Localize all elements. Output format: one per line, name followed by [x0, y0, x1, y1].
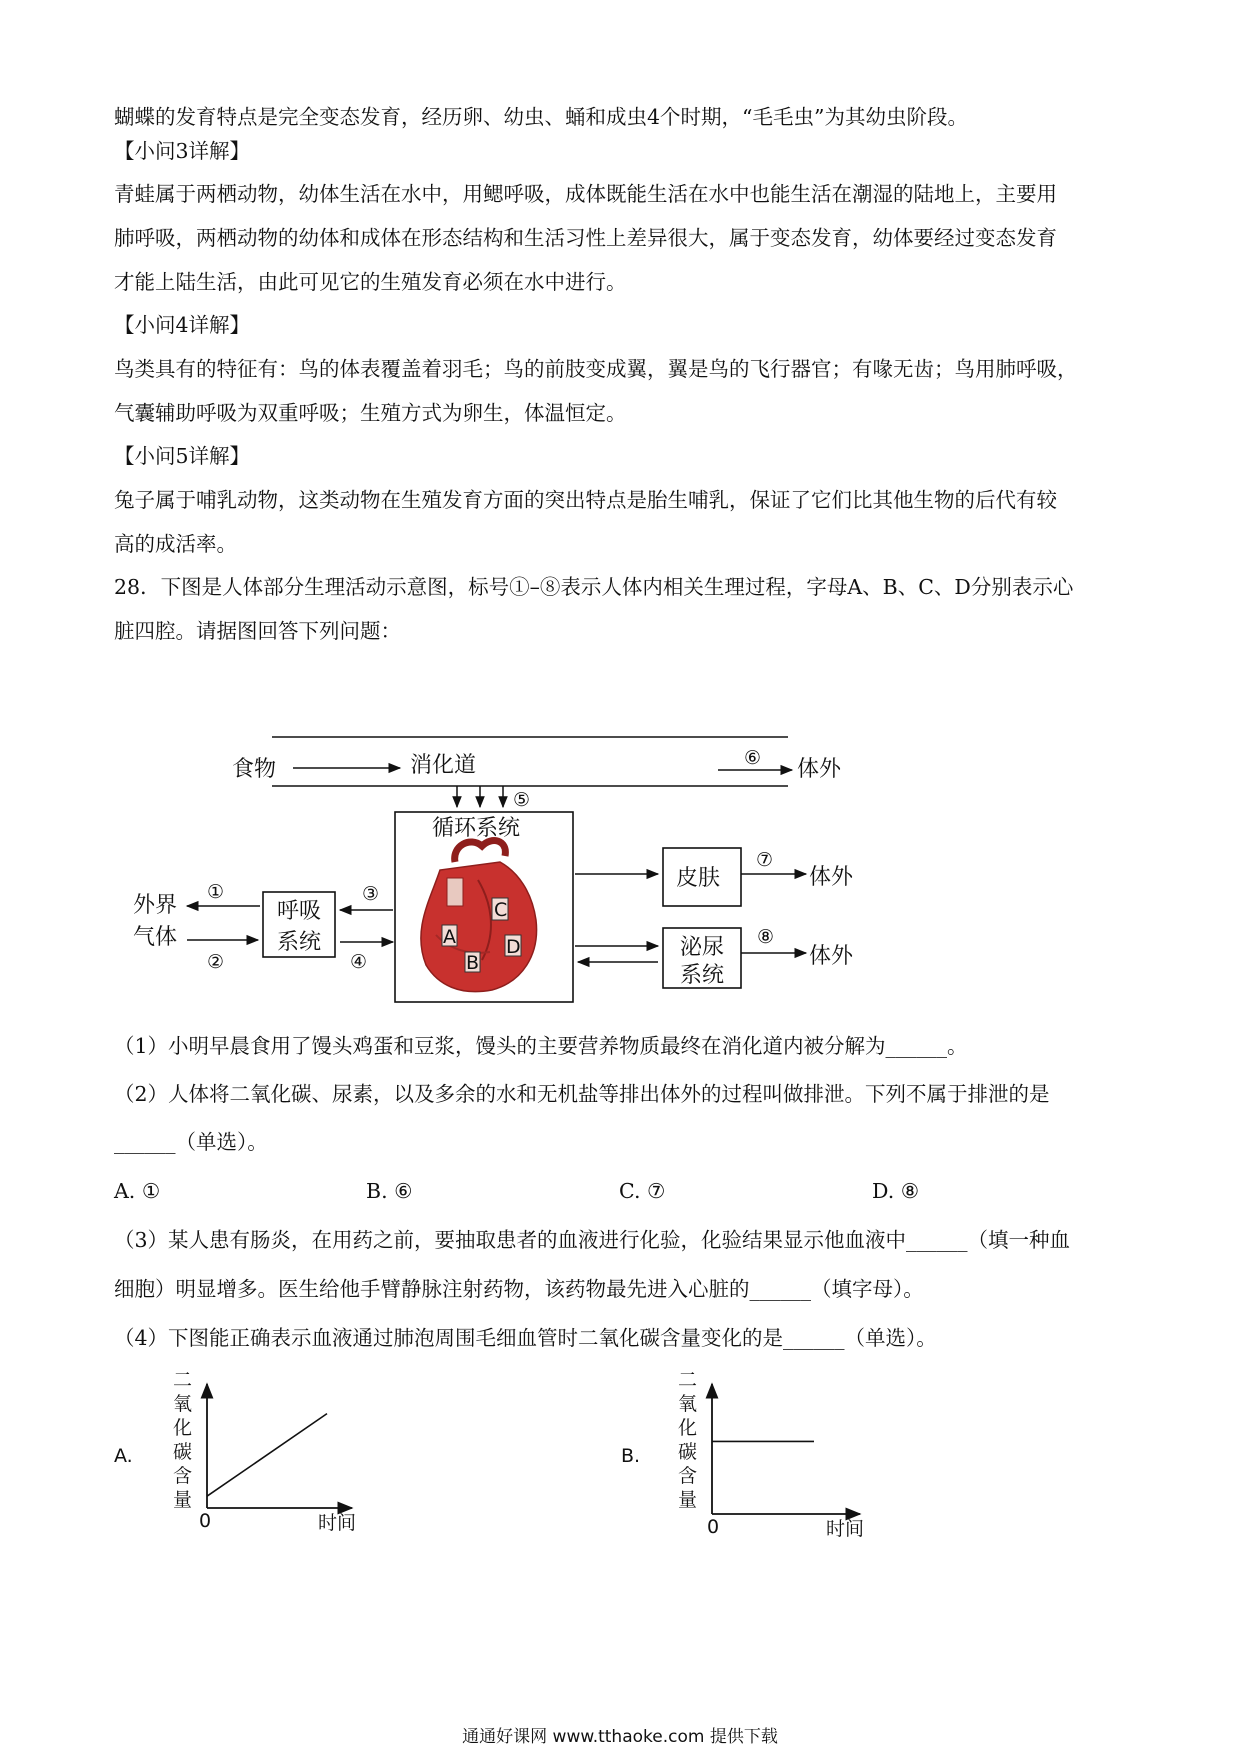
label-digestive-tract: 消化道	[410, 753, 477, 778]
graph-a-ylabel-4: 碳	[173, 1441, 193, 1463]
q3-line-1: 青蛙属于两栖动物，幼体生活在水中，用鳃呼吸，成体既能生活在水中也能生活在潮湿的陆地上，主要用	[114, 182, 1057, 206]
heart-illustration	[421, 841, 537, 992]
heart-label-c: C	[494, 899, 508, 921]
graph-a-xlabel: 时间	[318, 1512, 357, 1534]
sub-question-2-line-2: ______（单选）。	[114, 1130, 268, 1154]
page-footer: 通通好课网 www.tthaoke.com 提供下载	[462, 1727, 778, 1747]
marker-1: ①	[207, 881, 225, 903]
option-c: C. ⑦	[619, 1179, 666, 1203]
graph-a-ylabel-3: 化	[173, 1417, 193, 1439]
graph-a-ylabel-1: 二	[173, 1370, 193, 1391]
label-food: 食物	[232, 757, 277, 782]
graph-a-ylabel	[173, 1370, 192, 1511]
label-urinary-1: 泌尿	[680, 935, 725, 960]
marker-2: ②	[207, 951, 225, 973]
q3-heading: 【小问3详解】	[114, 139, 251, 163]
sub-question-4: （4）下图能正确表示血液通过肺泡周围毛细血管时二氧化碳含量变化的是______（单选）。	[114, 1326, 937, 1350]
q3-line-2: 肺呼吸，两栖动物的幼体和成体在形态结构和生活习性上差异很大，属于变态发育，幼体要经过变态发育	[114, 226, 1057, 250]
paragraph-butterfly: 蝴蝶的发育特点是完全变态发育，经历卵、幼虫、蛹和成虫4个时期，“毛毛虫”为其幼虫阶段。	[114, 105, 969, 129]
graph-b-ylabel-4: 碳	[678, 1441, 698, 1463]
marker-7: ⑦	[756, 849, 774, 871]
q4-heading: 【小问4详解】	[114, 313, 251, 337]
graph-option-b: B.	[621, 1445, 641, 1467]
label-external-1: 外界	[133, 893, 178, 918]
label-urinary-2: 系统	[680, 963, 725, 988]
marker-3: ③	[362, 883, 380, 905]
marker-4: ④	[350, 951, 368, 973]
label-outside-7: 体外	[809, 865, 854, 890]
q28-line-1: 28．下图是人体部分生理活动示意图，标号①–⑧表示人体内相关生理过程，字母A、B、C、D分别表示心	[114, 575, 1074, 599]
heart-label-a: A	[443, 926, 456, 948]
graph-a-series-line	[207, 1414, 327, 1497]
sub-question-1: （1）小明早晨食用了馒头鸡蛋和豆浆，馒头的主要营养物质最终在消化道内被分解为______。	[114, 1034, 968, 1058]
q5-line-1: 兔子属于哺乳动物，这类动物在生殖发育方面的突出特点是胎生哺乳，保证了它们比其他生物的后代有较	[114, 488, 1057, 512]
graph-a-ylabel-2: 氧	[173, 1393, 193, 1415]
graph-b-origin: 0	[707, 1516, 720, 1538]
label-outside-8: 体外	[809, 944, 854, 969]
answer-graphs	[0, 1370, 1240, 1560]
sub-question-3-line-2: 细胞）明显增多。医生给他手臂静脉注射药物，该药物最先进入心脏的______（填字母）。	[114, 1277, 924, 1301]
option-a: A. ①	[114, 1179, 161, 1203]
q5-heading: 【小问5详解】	[114, 444, 251, 468]
marker-5: ⑤	[513, 789, 531, 811]
q5-line-2: 高的成活率。	[114, 532, 237, 556]
graph-a-ylabel-6: 量	[173, 1489, 193, 1511]
graph-option-a: A.	[114, 1445, 133, 1467]
graph-a-ylabel-5: 含	[173, 1465, 193, 1487]
label-skin: 皮肤	[676, 866, 721, 891]
graph-b-ylabel-1: 二	[678, 1370, 698, 1391]
option-b: B. ⑥	[366, 1179, 413, 1203]
option-d: D. ⑧	[872, 1179, 920, 1203]
q3-line-3: 才能上陆生活，由此可见它的生殖发育必须在水中进行。	[114, 270, 627, 294]
heart-label-d: D	[506, 936, 521, 958]
graph-b-ylabel-2: 氧	[678, 1393, 698, 1415]
graph-b-ylabel-3: 化	[678, 1417, 698, 1439]
graph-b-ylabel	[678, 1370, 697, 1511]
q4-line-2: 气囊辅助呼吸为双重呼吸；生殖方式为卵生，体温恒定。	[114, 401, 627, 425]
sub-question-2-line-1: （2）人体将二氧化碳、尿素，以及多余的水和无机盐等排出体外的过程叫做排泄。下列不属于排泄的是	[114, 1082, 1050, 1106]
q4-line-1: 鸟类具有的特征有：鸟的体表覆盖着羽毛；鸟的前肢变成翼，翼是鸟的飞行器官；有喙无齿；鸟用肺呼吸，	[114, 357, 1078, 381]
graph-b-xlabel: 时间	[826, 1518, 865, 1540]
graph-b-ylabel-5: 含	[678, 1465, 698, 1487]
heart-label-b: B	[466, 952, 480, 974]
q28-line-2: 脏四腔。请据图回答下列问题：	[114, 619, 401, 643]
graph-a-origin: 0	[199, 1510, 212, 1532]
sub-question-3-line-1: （3）某人患有肠炎，在用药之前，要抽取患者的血液进行化验，化验结果显示他血液中______（填一种血	[114, 1228, 1071, 1252]
marker-6: ⑥	[744, 747, 762, 769]
label-external-2: 气体	[133, 925, 178, 950]
label-outside-6: 体外	[797, 757, 842, 782]
graph-b-ylabel-6: 量	[678, 1489, 698, 1511]
marker-8: ⑧	[757, 926, 775, 948]
label-respiratory-1: 呼吸	[277, 899, 322, 924]
label-circulation-system: 循环系统	[432, 816, 521, 841]
label-respiratory-2: 系统	[277, 930, 322, 955]
